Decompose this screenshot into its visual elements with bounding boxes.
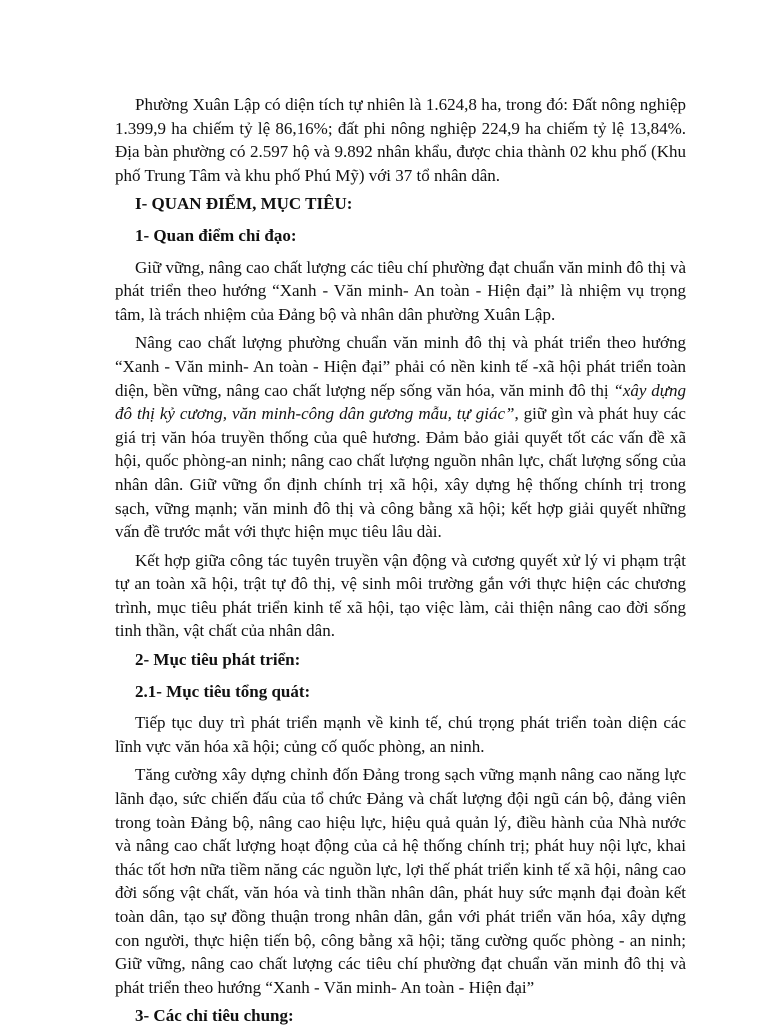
- paragraph-economic-development: Tiếp tục duy trì phát triển mạnh về kinh tế, chú trọng phát triển toàn diện các lĩnh vực văn hóa xã hội; củng cố quốc phòng, an ninh.: [115, 713, 686, 756]
- subheading-common-targets: 3- Các chỉ tiêu chung:: [135, 1006, 294, 1026]
- paragraph-party-building: Tăng cường xây dựng chỉnh đốn Đảng trong sạch vững mạnh nâng cao năng lực lãnh đạo, sức chiến đấu của tổ chức Đảng và chất lượng đội ngũ cán bộ, đảng viên trong toàn Đảng bộ, nâng cao hiệu lực, hiệu quả quản lý, điều hành của Nhà nước và nâng cao chất lượng hoạt động của cả hệ thống chính trị; phát huy nội lực, khai thác tốt hơn nữa tiềm năng các nguồn lực, lợi thế phát triển kinh tế xã hội, nâng cao đời sống vật chất, văn hóa và tinh thần nhân dân, phát huy sức mạnh đại đoàn kết toàn dân, tạo sự đồng thuận trong nhân dân, gắn với phát triển văn hóa, xây dựng con người, thực hiện tiến bộ, công bằng xã hội; tăng cường quốc phòng - an ninh; Giữ vững, nâng cao chất lượng các tiêu chí phường đạt chuẩn văn minh đô thị và phát triển theo hướng “Xanh - Văn minh- An toàn - Hiện đại”: [115, 765, 686, 997]
- paragraph-propaganda-enforcement: Kết hợp giữa công tác tuyên truyền vận động và cương quyết xử lý vi phạm trật tự an toàn xã hội, trật tự đô thị, vệ sinh môi trường gắn với thực hiện các chương trình, mục tiêu phát triển kinh tế xã hội, tạo việc làm, cải thiện nâng cao đời sống tinh thần, vật chất của nhân dân.: [115, 550, 686, 641]
- italic-quote: “xây dựng đô thị kỷ cương, văn minh-công dân gương mẫu, tự giác”: [115, 380, 686, 424]
- subheading-general-goals: 2.1- Mục tiêu tổng quát:: [135, 681, 311, 701]
- paragraph-text: , giữ gìn và phát huy các giá trị văn hóa truyền thống của quê hương. Đảm bảo giải quyết tốt các vấn đề xã hội, quốc phòng-an ninh; nâng cao chất lượng nguồn nhân lực, chất lượng sống của nhân dân. Giữ vững ổn định chính trị xã hội, xây dựng hệ thống chính trị trong sạch, vững mạnh; văn minh đô thị và công bằng xã hội; kết hợp giải quyết những vấn đề trước mắt với thực hiện mục tiêu lâu dài.: [115, 404, 686, 542]
- paragraph-improve-quality: [115, 331, 686, 543]
- subheading-guiding-perspective: 1- Quan điểm chỉ đạo:: [135, 225, 297, 245]
- paragraph-area-population: Phường Xuân Lập có diện tích tự nhiên là 1.624,8 ha, trong đó: Đất nông nghiệp 1.399,9 ha chiếm tỷ lệ 86,16%; đất phi nông nghiệp 224,9 ha chiếm tỷ lệ 13,84%. Địa bàn phường có 2.597 hộ và 9.892 nhân khẩu, được chia thành 02 khu phố (Khu phố Trung Tâm và khu phố Phú Mỹ) với 37 tổ nhân dân.: [115, 95, 686, 185]
- paragraph-maintain-standards: Giữ vững, nâng cao chất lượng các tiêu chí phường đạt chuẩn văn minh đô thị và phát triển theo hướng “Xanh - Văn minh- An toàn - Hiện đại” là nhiệm vụ trọng tâm, là trách nhiệm của Đảng bộ và nhân dân phường Xuân Lập.: [115, 257, 686, 324]
- section-heading-perspective-goals: I- QUAN ĐIỂM, MỤC TIÊU:: [135, 194, 353, 214]
- subheading-development-goals: 2- Mục tiêu phát triển:: [135, 650, 301, 670]
- paragraph-text: Nâng cao chất lượng phường chuẩn văn minh đô thị và phát triển theo hướng “Xanh - Văn minh- An toàn - Hiện đại” phải có nền kinh tế -xã hội phát triển toàn diện, bền vững, nâng cao chất lượng nếp sống văn hóa, văn minh đô thị: [115, 333, 686, 400]
